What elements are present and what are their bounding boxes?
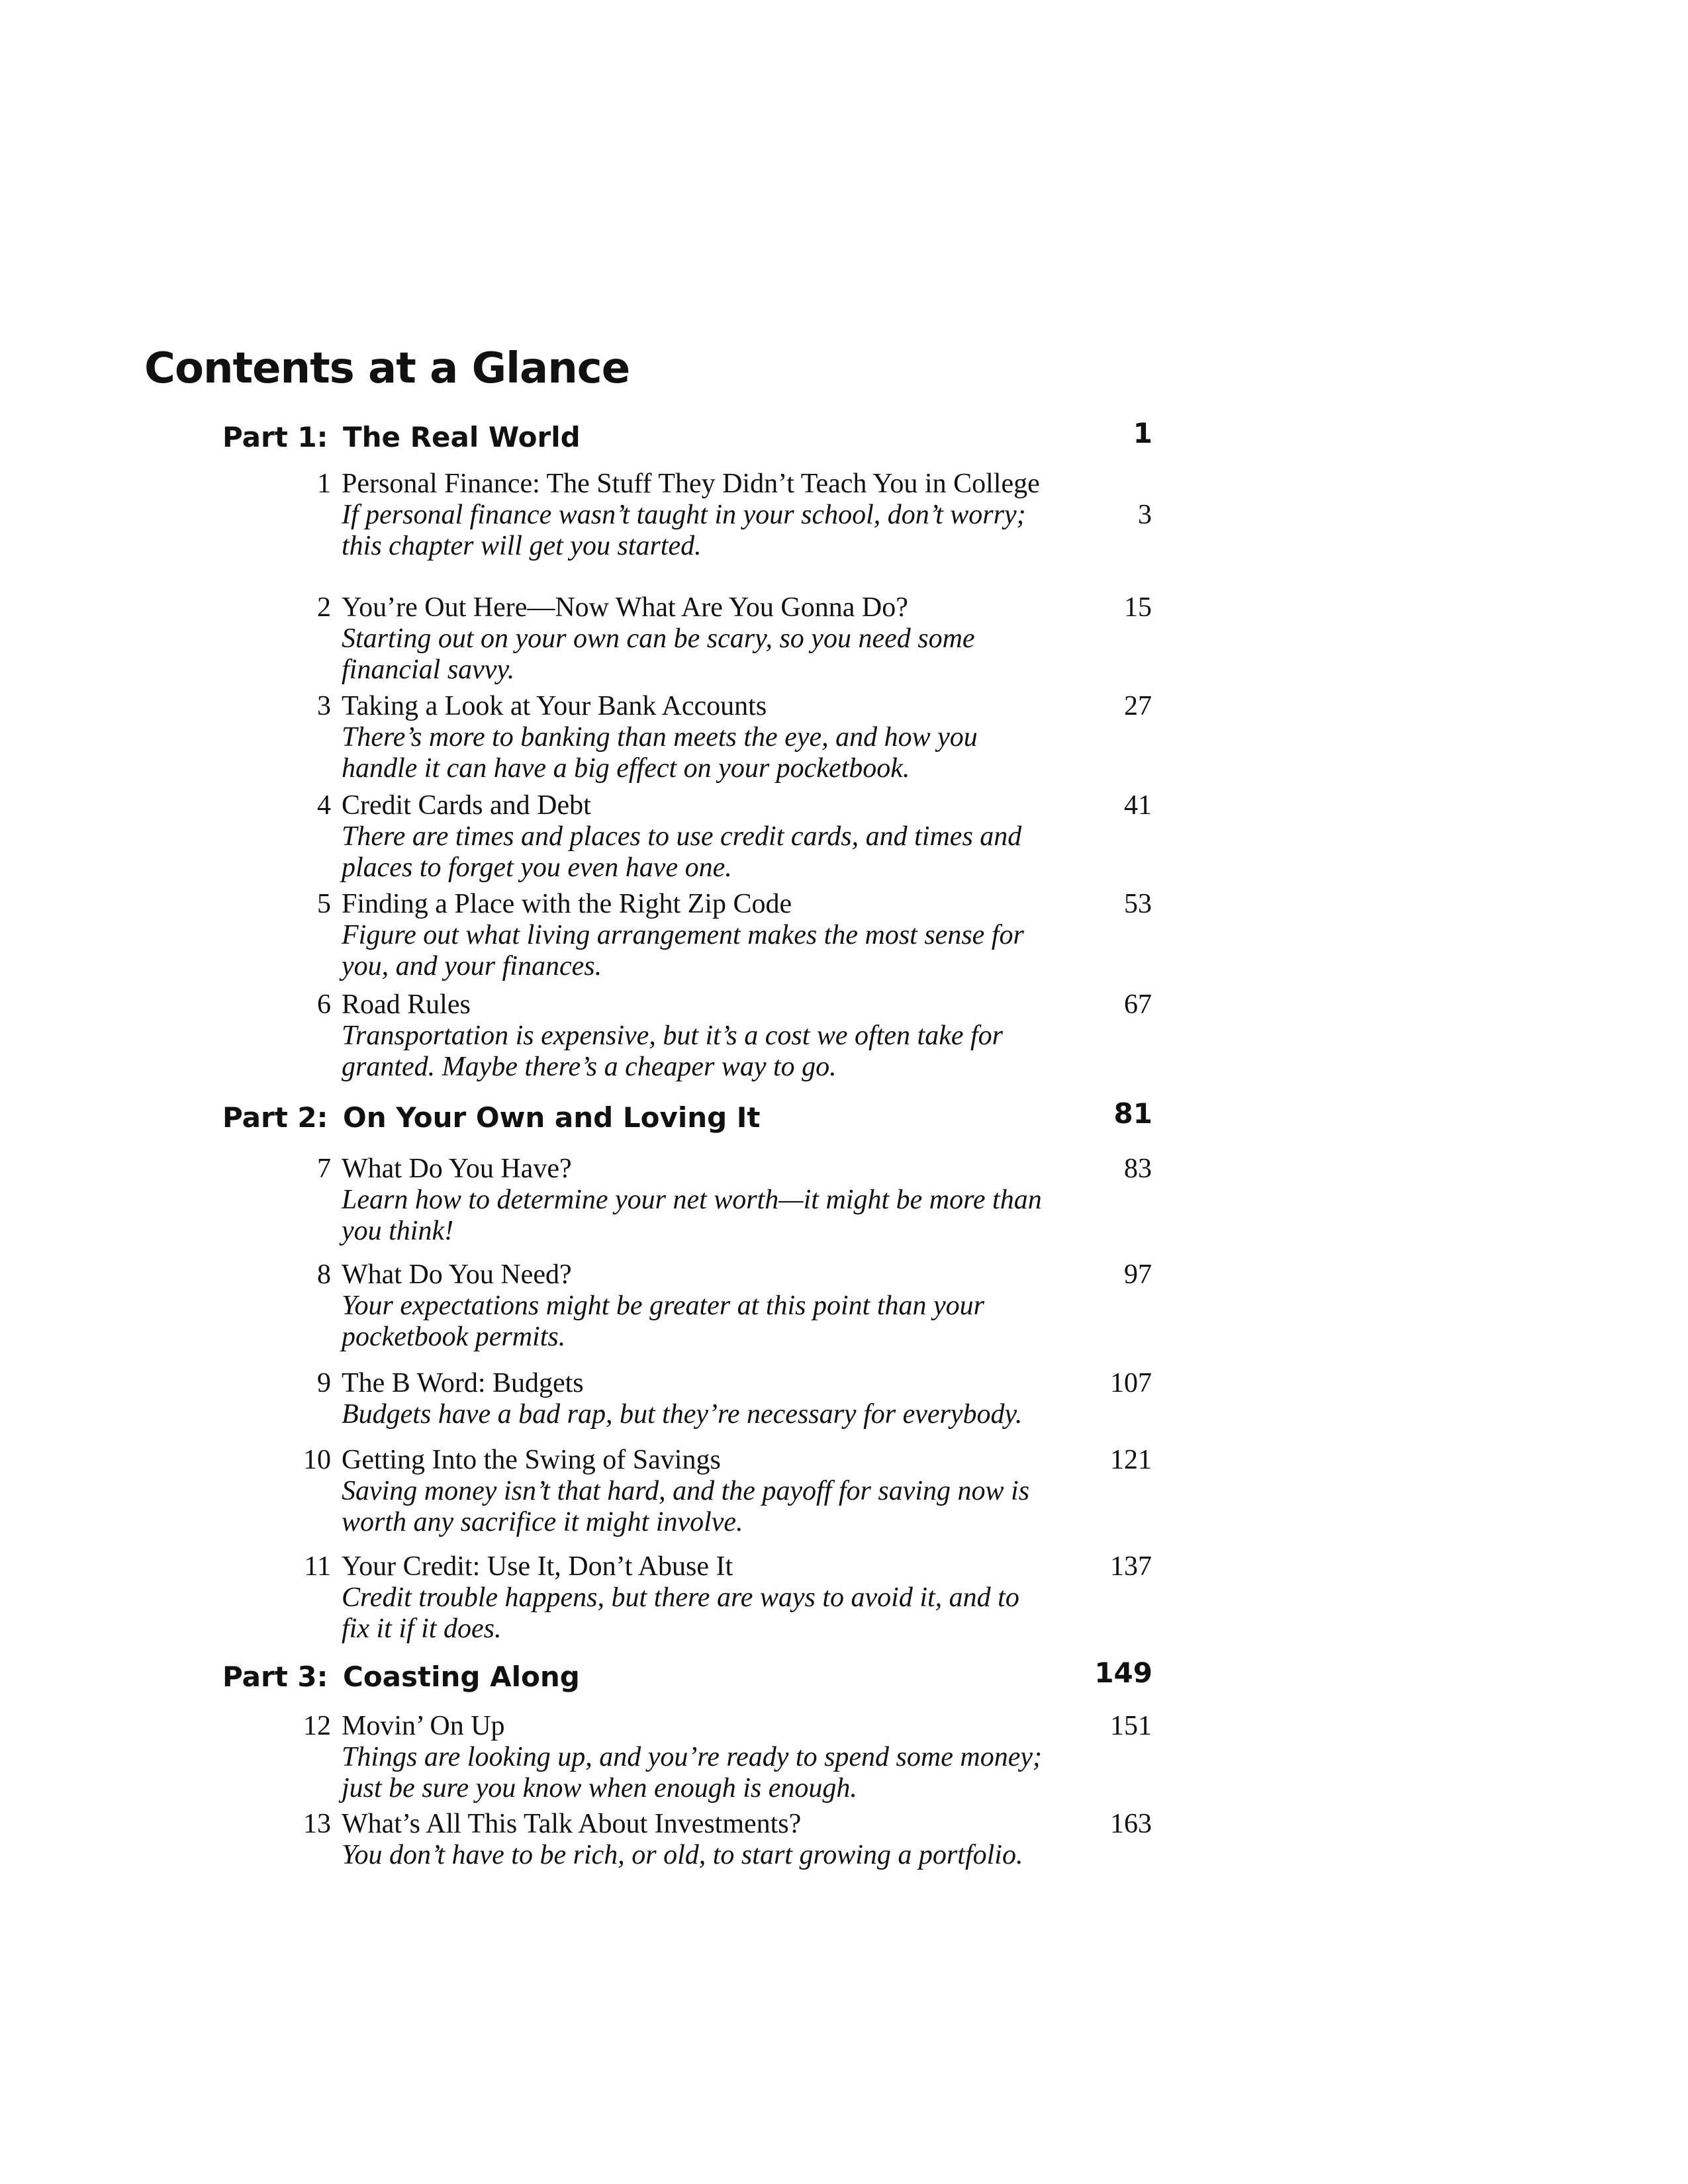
chapter-entry-4 [285,790,1152,884]
chapter-description: If personal finance wasn’t taught in your school, don’t worry; this chapter will get you started. [342,500,1026,561]
chapter-number: 8 [317,1259,331,1290]
chapter-number: 6 [317,989,331,1020]
chapter-entry-3 [285,691,1152,784]
chapter-number: 10 [303,1445,331,1475]
chapter-entry-1 [285,469,1152,562]
chapter-number: 12 [303,1711,331,1741]
chapter-description: Credit trouble happens, but there are ways to avoid it, and to fix it if it does. [342,1582,1019,1644]
chapter-title: Finding a Place with the Right Zip Code [342,889,792,919]
chapter-number: 3 [317,691,331,721]
chapter-page-number: 151 [1110,1711,1152,1741]
chapter-description: You don’t have to be rich, or old, to start growing a portfolio. [342,1840,1023,1870]
chapter-page-number: 163 [1110,1809,1152,1839]
chapter-description: Budgets have a bad rap, but they’re necessary for everybody. [342,1399,1023,1430]
part-label: Part 1: [222,421,328,453]
chapter-page-number: 53 [1124,889,1152,919]
part-heading-2 [222,1097,1152,1148]
chapter-number: 1 [317,469,331,499]
part-title: Coasting Along [343,1661,580,1693]
chapter-number: 9 [317,1368,331,1398]
part-label: Part 2: [222,1101,328,1134]
chapter-title: Taking a Look at Your Bank Accounts [342,691,767,721]
chapter-number: 11 [304,1551,331,1582]
part-label: Part 3: [222,1661,328,1693]
chapter-number: 7 [317,1154,331,1184]
chapter-description: Transportation is expensive, but it’s a cost we often take for granted. Maybe there’s a cheaper way to go. [342,1021,1003,1082]
chapter-page-number: 97 [1124,1259,1152,1290]
chapter-page-number: 27 [1124,691,1152,721]
chapter-title: You’re Out Here—Now What Are You Gonna Do? [342,592,908,623]
chapter-title: Personal Finance: The Stuff They Didn’t Teach You in College [342,469,1040,499]
chapter-number: 2 [317,592,331,623]
chapter-number: 4 [317,790,331,821]
chapter-entry-13 [285,1809,1152,1871]
chapter-number: 13 [303,1809,331,1839]
chapter-description: Saving money isn’t that hard, and the payoff for saving now is worth any sacrifice it might involve. [342,1476,1030,1537]
chapter-description: There are times and places to use credit cards, and times and places to forget you even have one. [342,821,1022,883]
chapter-title: Your Credit: Use It, Don’t Abuse It [342,1551,733,1582]
part-page-number: 149 [1094,1657,1152,1689]
chapter-description: Learn how to determine your net worth—it might be more than you think! [342,1185,1042,1246]
chapter-entry-8 [285,1259,1152,1353]
chapter-description: Figure out what living arrangement makes the most sense for you, and your finances. [342,920,1024,981]
chapter-page-number: 15 [1124,592,1152,623]
part-heading-3 [222,1657,1152,1707]
chapter-title: Movin’ On Up [342,1711,505,1741]
chapter-entry-5 [285,889,1152,982]
chapter-description: Things are looking up, and you’re ready to spend some money; just be sure you know when enough is enough. [342,1742,1042,1803]
chapter-page-number: 41 [1124,790,1152,821]
chapter-title: Credit Cards and Debt [342,790,591,821]
chapter-number: 5 [317,889,331,919]
chapter-title: Road Rules [342,989,471,1020]
chapter-description: Starting out on your own can be scary, so you need some financial savvy. [342,623,975,685]
chapter-description: There’s more to banking than meets the eye, and how you handle it can have a big effect on your pocketbook. [342,722,978,784]
chapter-title: What’s All This Talk About Investments? [342,1809,802,1839]
chapter-entry-9 [285,1368,1152,1430]
chapter-title: What Do You Need? [342,1259,572,1290]
chapter-page-number: 67 [1124,989,1152,1020]
chapter-page-number: 121 [1110,1445,1152,1475]
chapter-entry-11 [285,1551,1152,1645]
part-page-number: 81 [1113,1097,1152,1130]
chapter-entry-6 [285,989,1152,1083]
chapter-description: Your expectations might be greater at this point than your pocketbook permits. [342,1291,985,1352]
chapter-title: Getting Into the Swing of Savings [342,1445,721,1475]
chapter-page-number: 3 [1138,500,1152,530]
part-title: The Real World [343,421,581,453]
part-heading-1 [222,417,1152,467]
chapter-page-number: 107 [1110,1368,1152,1398]
chapter-entry-10 [285,1445,1152,1538]
chapter-page-number: 137 [1110,1551,1152,1582]
chapter-entry-12 [285,1711,1152,1804]
chapter-title: The B Word: Budgets [342,1368,584,1398]
part-title: On Your Own and Loving It [343,1101,761,1134]
chapter-entry-2 [285,592,1152,686]
chapter-entry-7 [285,1154,1152,1247]
part-page-number: 1 [1133,417,1152,449]
chapter-title: What Do You Have? [342,1154,572,1184]
chapter-page-number: 83 [1124,1154,1152,1184]
page-title: Contents at a Glance [144,344,630,393]
